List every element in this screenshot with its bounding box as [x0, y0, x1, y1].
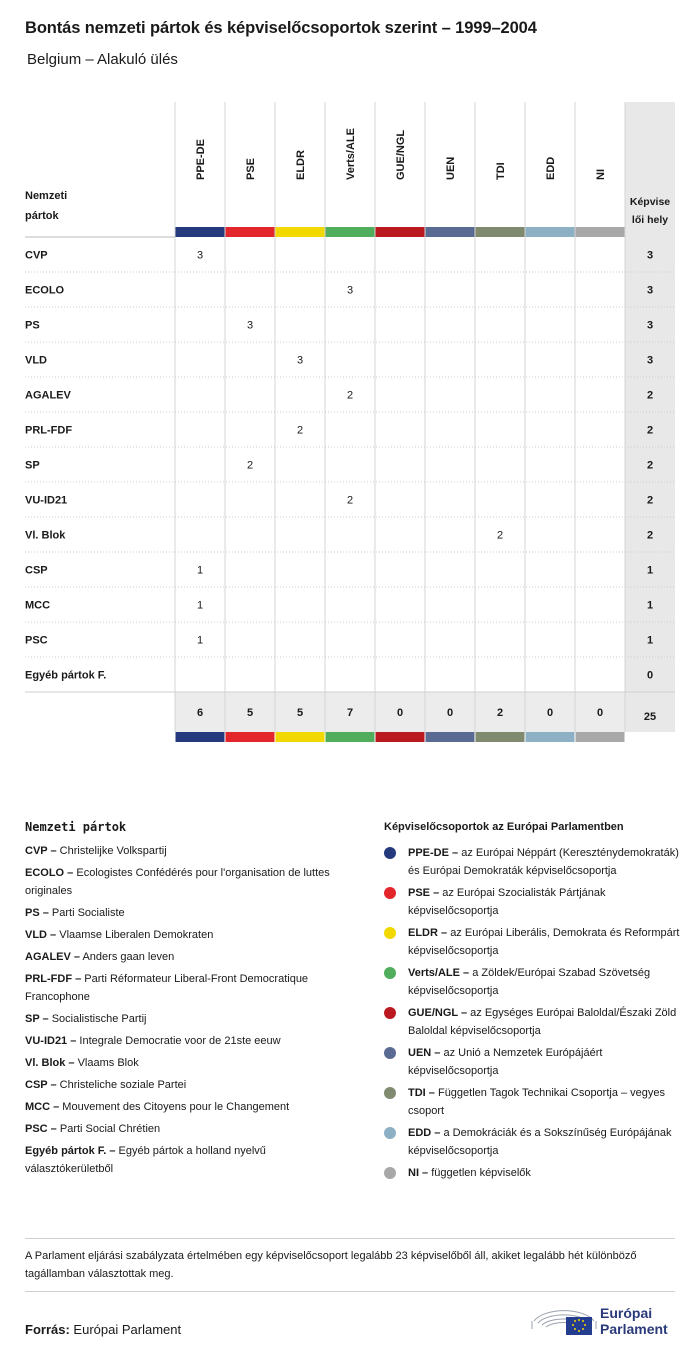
cell-value: 1 [196, 634, 204, 647]
group-fullname: a Demokráciák és a Sokszínűség Európájának képviselőcsoportja [408, 1127, 672, 1157]
group-total-value: 0 [596, 707, 604, 719]
row-total-value: 3 [646, 354, 654, 367]
group-header-label: PSE [245, 157, 257, 180]
row-total-value: 0 [646, 669, 654, 682]
group-header-label: Verts/ALE [345, 128, 357, 180]
row-total-value: 1 [646, 634, 654, 647]
group-color-dot [384, 1047, 396, 1059]
group-legend-item [384, 1164, 684, 1182]
party-fullname: Ecologistes Confédérés pour l'organisation de luttes originales [25, 867, 330, 897]
party-legend-item [25, 1054, 355, 1072]
group-legend-item [384, 924, 684, 960]
group-color-dot [384, 1007, 396, 1019]
cell-value: 2 [246, 459, 254, 472]
group-color-dot [384, 927, 396, 939]
row-total-value: 3 [646, 284, 654, 297]
cell-value: 3 [296, 354, 304, 367]
group-color-dot [384, 1087, 396, 1099]
party-legend-item [25, 970, 355, 1006]
group-color-bar [526, 227, 575, 237]
party-abbr: CVP – [25, 845, 57, 857]
row-total-value: 2 [646, 494, 654, 507]
group-legend-item [384, 964, 684, 1000]
party-abbr: VU-ID21 – [25, 1035, 77, 1047]
group-color-bar [426, 732, 475, 742]
party-row-label: CVP [25, 249, 48, 262]
party-abbr: Egyéb pártok F. – [25, 1145, 116, 1157]
cell-value: 2 [346, 494, 354, 507]
group-color-dot [384, 967, 396, 979]
cell-value: 3 [246, 319, 254, 332]
party-fullname: Parti Socialiste [51, 907, 125, 919]
group-color-bar [426, 227, 475, 237]
cell-value: 2 [496, 529, 504, 542]
party-abbr: ECOLO – [25, 867, 74, 879]
group-abbr: TDI – [408, 1087, 435, 1099]
party-legend-item [25, 948, 355, 966]
group-abbr: NI – [408, 1167, 429, 1179]
group-total-value: 6 [196, 707, 204, 719]
party-abbr: PSC – [25, 1123, 57, 1135]
party-fullname: Christeliche soziale Partei [59, 1079, 187, 1091]
row-total-value: 2 [646, 424, 654, 437]
cell-value: 2 [346, 389, 354, 402]
source-label: Forrás: [25, 1322, 70, 1337]
party-fullname: Parti Réformateur Liberal-Front Democratique Francophone [25, 973, 309, 1003]
group-header-label: UEN [445, 156, 457, 180]
group-total-value: 0 [396, 707, 404, 719]
group-total-value: 7 [346, 707, 354, 719]
group-color-dot [384, 1127, 396, 1139]
party-fullname: Parti Social Chrétien [59, 1123, 161, 1135]
group-total-value: 0 [446, 707, 454, 719]
cell-value: 1 [196, 599, 204, 612]
party-legend-item [25, 1010, 355, 1028]
total-header-label: lői hely [631, 214, 669, 226]
party-row-label: Vl. Blok [25, 529, 66, 542]
cell-value: 1 [196, 564, 204, 577]
group-legend-item [384, 1124, 684, 1160]
divider [25, 1238, 675, 1239]
total-header-label: Képvise [629, 196, 671, 208]
group-fullname: az Európai Néppárt (Kereszténydemokraták) és Európai Demokraták képviselőcsoportja [408, 847, 679, 877]
group-abbr: PPE-DE – [408, 847, 459, 859]
party-abbr: PS – [25, 907, 49, 919]
party-fullname: Mouvement des Citoyens pour le Changement [62, 1101, 290, 1113]
party-fullname: Integrale Democratie voor de 21ste eeuw [79, 1035, 281, 1047]
grand-total-value: 25 [643, 711, 657, 723]
party-abbr: CSP – [25, 1079, 57, 1091]
group-header-label: ELDR [295, 150, 307, 180]
group-total-value: 2 [496, 707, 504, 719]
group-color-bar [526, 732, 575, 742]
group-legend-item [384, 1004, 684, 1040]
party-fullname: Egyéb pártok a holland nyelvű választókerületből [25, 1145, 266, 1175]
group-color-bar [576, 732, 625, 742]
group-fullname: független képviselők [431, 1167, 531, 1179]
party-abbr: Vl. Blok – [25, 1057, 75, 1069]
group-color-bar [376, 732, 425, 742]
logo-line2: Parlament [600, 1321, 668, 1337]
group-total-value: 5 [246, 707, 254, 719]
row-total-value: 3 [646, 319, 654, 332]
group-color-bar [226, 227, 275, 237]
footnote: A Parlament eljárási szabályzata értelmében egy képviselőcsoport legalább 23 képviselőből áll, akiket legalább hét különböző tagállamban választottak meg. [25, 1250, 637, 1280]
group-header-label: EDD [545, 156, 557, 180]
party-row-label: VU-ID21 [25, 494, 68, 507]
party-legend-item [25, 1098, 355, 1116]
group-color-bar [576, 227, 625, 237]
group-color-dot [384, 887, 396, 899]
cell-value: 3 [196, 249, 204, 262]
party-row-label: ECOLO [25, 284, 65, 297]
group-total-value: 0 [546, 707, 554, 719]
party-legend-item [25, 926, 355, 944]
group-legend-item [384, 884, 684, 920]
group-header-label: NI [595, 169, 607, 180]
row-total-value: 2 [646, 459, 654, 472]
page-title: Bontás nemzeti pártok és képviselőcsoportok szerint – 1999–2004 [25, 19, 537, 37]
group-color-bar [476, 732, 525, 742]
group-abbr: ELDR – [408, 927, 448, 939]
party-fullname: Anders gaan leven [82, 951, 175, 963]
group-color-bar [376, 227, 425, 237]
group-color-dot [384, 847, 396, 859]
group-legend-item [384, 844, 684, 880]
group-color-bar [226, 732, 275, 742]
group-legend-item [384, 1084, 684, 1120]
group-fullname: Független Tagok Technikai Csoportja – vegyes csoport [408, 1087, 666, 1117]
party-abbr: VLD – [25, 929, 57, 941]
group-abbr: UEN – [408, 1047, 441, 1059]
group-fullname: a Zöldek/Európai Szabad Szövetség képviselőcsoportja [408, 967, 651, 997]
group-legend-item [384, 1044, 684, 1080]
row-total-value: 3 [646, 249, 654, 262]
group-color-bar [276, 227, 325, 237]
party-row-label: AGALEV [25, 389, 71, 402]
row-total-value: 1 [646, 564, 654, 577]
row-header-label: pártok [25, 210, 59, 222]
party-abbr: SP – [25, 1013, 49, 1025]
row-header-label: Nemzeti [25, 190, 68, 202]
party-row-label: SP [25, 459, 40, 472]
source-value: Európai Parlament [73, 1322, 182, 1337]
group-color-bar [176, 227, 225, 237]
party-fullname: Socialistische Partij [51, 1013, 147, 1025]
party-legend-heading: Nemzeti pártok [25, 820, 127, 834]
row-total-value: 2 [646, 529, 654, 542]
logo-text [600, 1305, 668, 1337]
group-fullname: az Európai Szocialisták Pártjának képviselőcsoportja [408, 887, 606, 917]
group-fullname: az Unió a Nemzetek Európájáért képviselőcsoportja [408, 1047, 603, 1077]
group-header-label: GUE/NGL [395, 129, 407, 180]
group-color-dot [384, 1167, 396, 1179]
party-legend-item [25, 1142, 355, 1178]
group-abbr: EDD – [408, 1127, 441, 1139]
party-legend [25, 818, 355, 1182]
party-abbr: AGALEV – [25, 951, 81, 963]
row-total-value: 2 [646, 389, 654, 402]
party-legend-item [25, 864, 355, 900]
party-legend-item [25, 1076, 355, 1094]
party-legend-item [25, 1032, 355, 1050]
party-row-label: PRL-FDF [25, 424, 73, 437]
group-color-bar [476, 227, 525, 237]
party-legend-item [25, 842, 355, 860]
group-header-label: PPE-DE [195, 139, 207, 180]
party-fullname: Vlaamse Liberalen Demokraten [59, 929, 214, 941]
party-row-label: CSP [25, 564, 48, 577]
group-color-bar [326, 227, 375, 237]
party-fullname: Vlaams Blok [77, 1057, 139, 1069]
group-total-value: 5 [296, 707, 304, 719]
party-abbr: MCC – [25, 1101, 60, 1113]
group-color-bar [276, 732, 325, 742]
party-row-label: PSC [25, 634, 48, 647]
logo-line1: Európai [600, 1305, 653, 1321]
group-header-label: TDI [495, 162, 507, 180]
group-color-bar [176, 732, 225, 742]
party-legend-item [25, 1120, 355, 1138]
party-fullname: Christelijke Volkspartij [59, 845, 167, 857]
divider [25, 1291, 675, 1292]
cell-value: 2 [296, 424, 304, 437]
group-legend-heading: Képviselőcsoportok az Európai Parlamentben [384, 821, 624, 833]
group-legend [384, 818, 684, 1186]
group-abbr: GUE/NGL – [408, 1007, 468, 1019]
party-row-label: Egyéb pártok F. [25, 669, 107, 682]
group-color-bar [326, 732, 375, 742]
source-line [25, 1322, 181, 1337]
party-row-label: MCC [25, 599, 51, 612]
party-row-label: PS [25, 319, 40, 332]
party-row-label: VLD [25, 354, 47, 367]
row-total-value: 1 [646, 599, 654, 612]
cell-value: 3 [346, 284, 354, 297]
party-legend-item [25, 904, 355, 922]
party-abbr: PRL-FDF – [25, 973, 82, 985]
group-abbr: Verts/ALE – [408, 967, 470, 979]
group-abbr: PSE – [408, 887, 440, 899]
page-subtitle: Belgium – Alakuló ülés [27, 51, 178, 68]
group-fullname: az Egységes Európai Baloldal/Északi Zöld Baloldal képviselőcsoportja [408, 1007, 677, 1037]
group-fullname: az Európai Liberális, Demokrata és Reformpárt képviselőcsoportja [408, 927, 680, 957]
